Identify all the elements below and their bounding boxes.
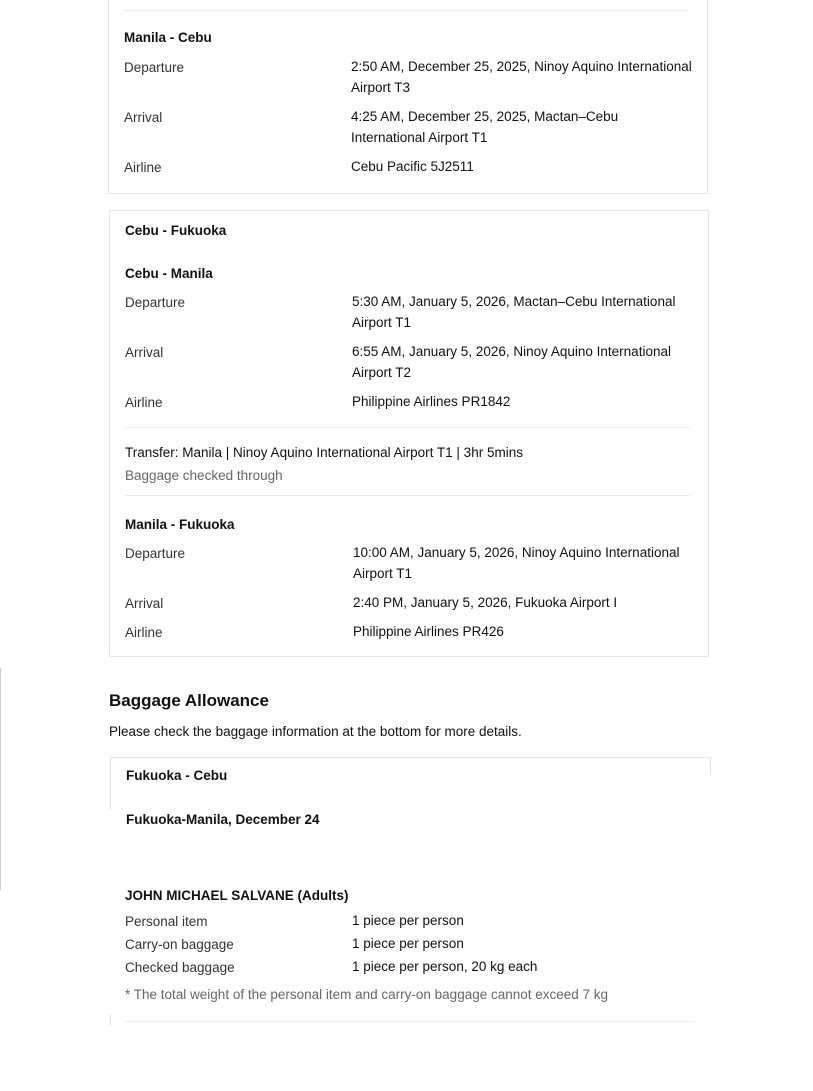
departure-value: 5:30 AM, January 5, 2026, Mactan–Cebu International Airport T1 [352, 294, 676, 330]
arrival-label: Arrival [124, 110, 163, 125]
baggage-item-value: 1 piece per person [352, 913, 464, 928]
leg-title: Manila - Fukuoka [125, 517, 235, 532]
trip-card-cebu-fukuoka [109, 210, 709, 657]
airline-label: Airline [124, 160, 162, 175]
arrival-value: 6:55 AM, January 5, 2026, Ninoy Aquino International Airport T2 [352, 344, 671, 380]
passenger-name: JOHN MICHAEL SALVANE (Adults) [125, 888, 349, 903]
card-top-divider [124, 10, 689, 11]
baggage-trip-title: Fukuoka - Cebu [126, 768, 228, 783]
arrival-value: 4:25 AM, December 25, 2025, Mactan–Cebu International Airport T1 [351, 109, 619, 145]
baggage-card-bottom-left-border [110, 1015, 111, 1025]
baggage-item-label: Checked baggage [125, 960, 235, 975]
baggage-card-top-border [110, 757, 710, 758]
arrival-label: Arrival [125, 345, 164, 360]
baggage-item-label: Personal item [125, 914, 208, 929]
airline-value: Cebu Pacific 5J2511 [351, 159, 474, 174]
flight-leg-card-manila-cebu [108, 0, 708, 194]
baggage-card [110, 757, 711, 1027]
transfer-top-divider [125, 427, 690, 428]
baggage-checked-note: Baggage checked through [125, 468, 283, 483]
departure-label: Departure [124, 60, 185, 75]
transfer-info: Transfer: Manila | Ninoy Aquino International Airport T1 | 3hr 5mins [125, 445, 523, 460]
baggage-card-left-border [110, 757, 111, 809]
baggage-segment-title: Fukuoka-Manila, December 24 [126, 812, 320, 827]
baggage-weight-footnote: * The total weight of the personal item and carry-on baggage cannot exceed 7 kg [125, 987, 609, 1002]
airline-label: Airline [125, 395, 163, 410]
arrival-label: Arrival [125, 596, 164, 611]
baggage-item-value: 1 piece per person [352, 936, 464, 951]
baggage-allowance-description: Please check the baggage information at the bottom for more details. [109, 724, 522, 739]
baggage-item-value: 1 piece per person, 20 kg each [352, 959, 538, 974]
departure-value: 2:50 AM, December 25, 2025, Ninoy Aquino International Airport T3 [351, 59, 692, 95]
departure-label: Departure [125, 295, 186, 310]
baggage-card-right-border [710, 757, 711, 775]
baggage-card-bottom-divider [125, 1021, 695, 1022]
airline-label: Airline [125, 625, 163, 640]
trip-title: Cebu - Fukuoka [125, 223, 227, 238]
departure-value: 10:00 AM, January 5, 2026, Ninoy Aquino International Airport T1 [353, 545, 680, 581]
leg-title: Manila - Cebu [124, 30, 212, 45]
departure-label: Departure [125, 546, 186, 561]
leg-title: Cebu - Manila [125, 266, 213, 281]
arrival-value: 2:40 PM, January 5, 2026, Fukuoka Airport I [353, 595, 618, 610]
baggage-item-label: Carry-on baggage [125, 937, 234, 952]
scan-edge-line [0, 668, 1, 890]
baggage-allowance-heading: Baggage Allowance [109, 691, 269, 710]
airline-value: Philippine Airlines PR1842 [352, 394, 511, 409]
airline-value: Philippine Airlines PR426 [353, 624, 504, 639]
transfer-bottom-divider [125, 495, 690, 496]
